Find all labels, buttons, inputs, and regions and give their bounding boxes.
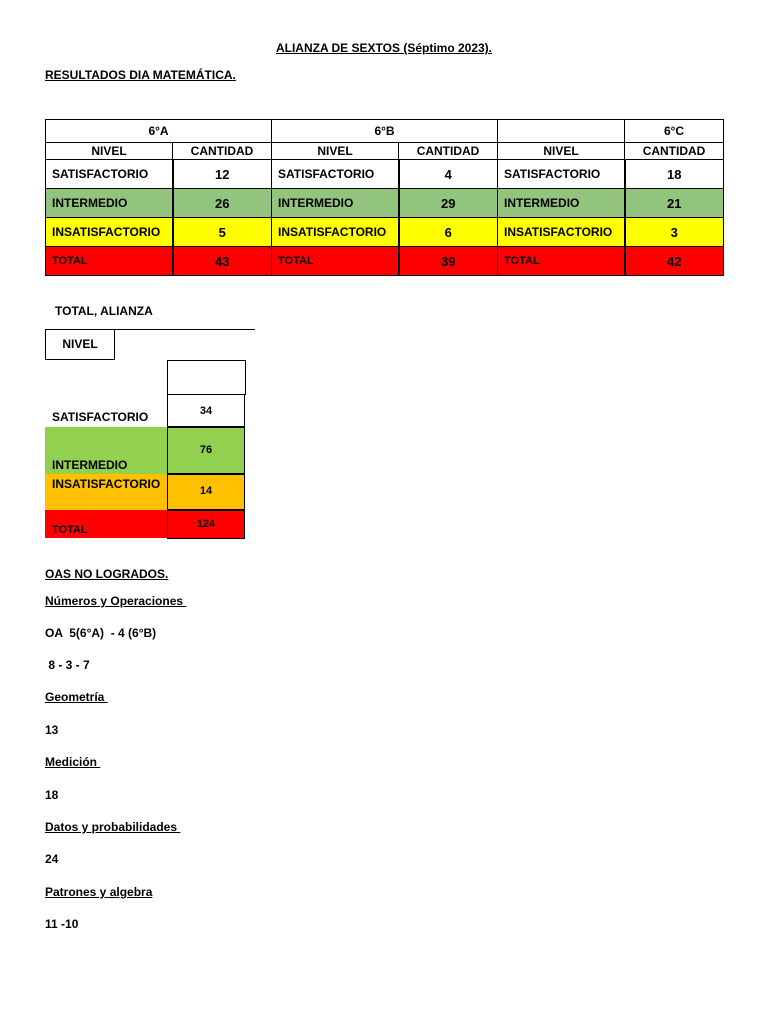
results-table (45, 119, 724, 276)
oas-section-title: Geometría (45, 690, 108, 704)
alianza-value-satisfactorio: 34 (167, 394, 245, 427)
count-6c: 3 (625, 218, 724, 247)
level-label: INTERMEDIO (498, 189, 625, 218)
count-6a: 26 (173, 189, 272, 218)
table-row-intermedio (46, 189, 724, 218)
level-label: SATISFACTORIO (498, 160, 625, 189)
level-label: SATISFACTORIO (46, 160, 173, 189)
alianza-title: TOTAL, ALIANZA (55, 304, 153, 318)
count-6c: 18 (625, 160, 724, 189)
document-subtitle: RESULTADOS DIA MATEMÁTICA. (45, 68, 236, 82)
document-title: ALIANZA DE SEXTOS (Séptimo 2023). (275, 41, 493, 55)
count-6b: 6 (399, 218, 498, 247)
level-label: TOTAL (498, 247, 625, 276)
column-header-row (46, 143, 724, 160)
table-row-total (46, 247, 724, 276)
column-header-cantidad: CANTIDAD (399, 143, 498, 160)
oas-section-line: 8 - 3 - 7 (45, 658, 90, 672)
count-6c: 42 (625, 247, 724, 276)
alianza-value-total: 124 (167, 510, 245, 539)
oas-section-line: 11 -10 (45, 917, 79, 931)
oas-section-line: OA 5(6°A) - 4 (6°B) (45, 626, 157, 640)
alianza-label-intermedio: INTERMEDIO (52, 458, 128, 472)
count-6a: 5 (173, 218, 272, 247)
alianza-label-insatisfactorio: INSATISFACTORIO (52, 477, 161, 491)
oas-section-line: 24 (45, 852, 59, 866)
alianza-nivel-header: NIVEL (45, 329, 115, 360)
level-label: SATISFACTORIO (272, 160, 399, 189)
group-header-blank (498, 120, 625, 143)
count-6b: 29 (399, 189, 498, 218)
level-label: INSATISFACTORIO (272, 218, 399, 247)
group-header-6a: 6°A (46, 120, 272, 143)
count-6a: 43 (173, 247, 272, 276)
group-header-6b: 6°B (272, 120, 498, 143)
alianza-empty-header-cell (167, 360, 246, 395)
count-6a: 12 (173, 160, 272, 189)
level-label: TOTAL (272, 247, 399, 276)
group-header-row (46, 120, 724, 143)
column-header-cantidad: CANTIDAD (625, 143, 724, 160)
oas-section-line: 18 (45, 788, 59, 802)
level-label: INSATISFACTORIO (498, 218, 625, 247)
level-label: TOTAL (46, 247, 173, 276)
count-6b: 39 (399, 247, 498, 276)
table-row-insatisfactorio (46, 218, 724, 247)
oas-section-title: Datos y probabilidades (45, 820, 181, 834)
alianza-value-intermedio: 76 (167, 427, 245, 474)
alianza-label-total: TOTAL (52, 524, 88, 536)
group-header-6c: 6°C (625, 120, 724, 143)
level-label: INTERMEDIO (272, 189, 399, 218)
alianza-value-insatisfactorio: 14 (167, 474, 245, 510)
oas-section-title: Medición (45, 755, 101, 769)
oas-section-title: Números y Operaciones (45, 594, 187, 608)
oas-heading: OAS NO LOGRADOS. (45, 567, 169, 581)
count-6b: 4 (399, 160, 498, 189)
column-header-nivel: NIVEL (46, 143, 173, 160)
table-row-satisfactorio (46, 160, 724, 189)
oas-section-line: 13 (45, 723, 59, 737)
column-header-nivel: NIVEL (272, 143, 399, 160)
level-label: INSATISFACTORIO (46, 218, 173, 247)
alianza-label-satisfactorio: SATISFACTORIO (52, 410, 149, 424)
count-6c: 21 (625, 189, 724, 218)
column-header-nivel: NIVEL (498, 143, 625, 160)
level-label: INTERMEDIO (46, 189, 173, 218)
column-header-cantidad: CANTIDAD (173, 143, 272, 160)
oas-section-title: Patrones y algebra (45, 885, 153, 899)
